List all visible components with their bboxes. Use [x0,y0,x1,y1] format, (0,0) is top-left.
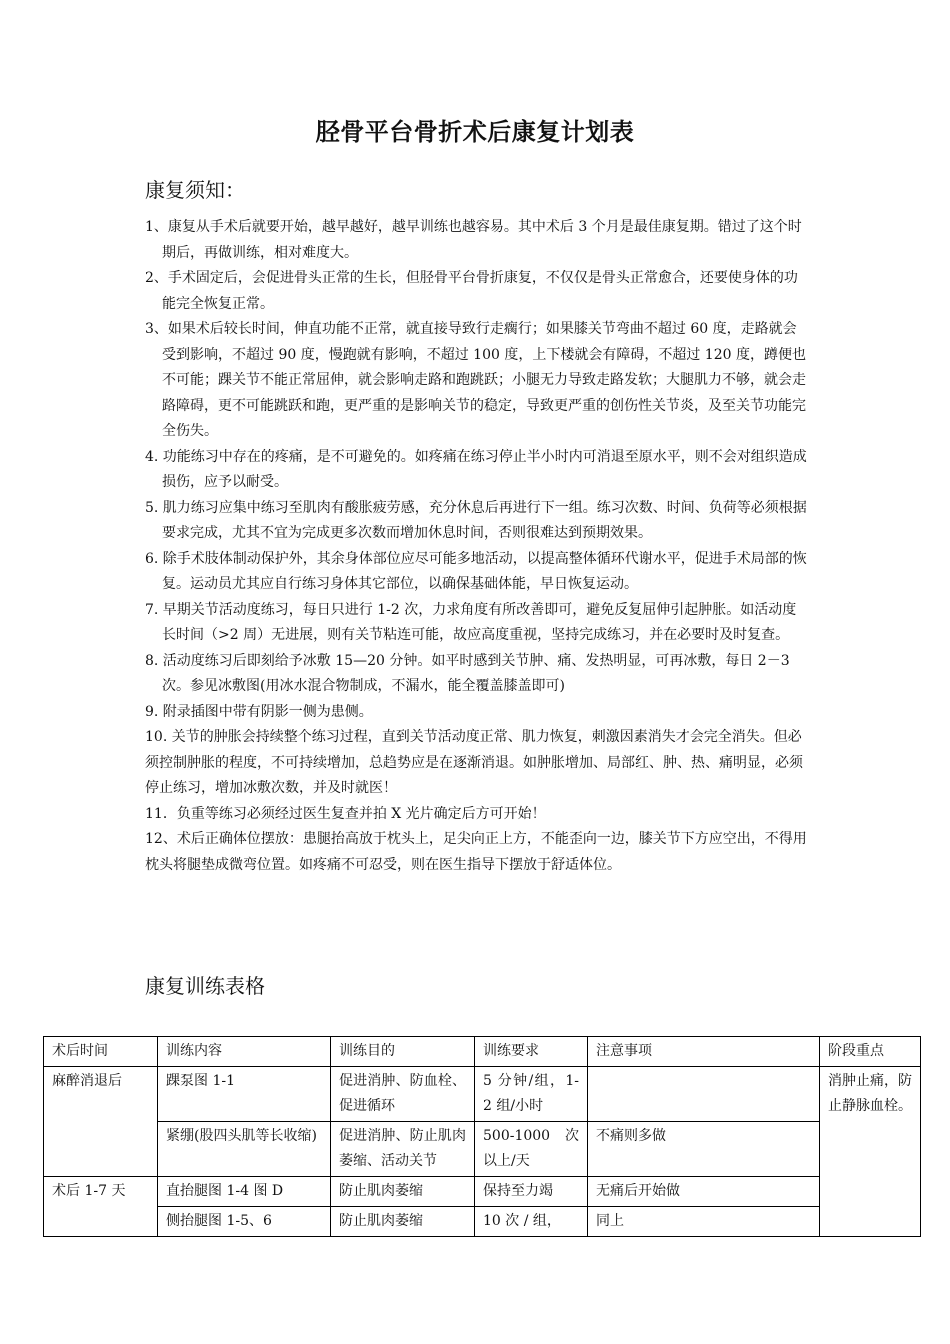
notice-item: 12、术后正确体位摆放：患腿抬高放于枕头上，足尖向正上方，不能歪向一边，膝关节下方应空出，不得用枕头将腿垫成微弯位置。如疼痛不可忍受，则在医生指导下摆放于舒适体位。 [145,831,807,873]
notice-item: 3、如果术后较长时间，伸直功能不正常，就直接导致行走瘸行；如果膝关节弯曲不超过 60 度，走路就会受到影响，不超过 90 度，慢跑就有影响，不超过 100 度，上下楼就会有障碍，不超过 120 度，蹲便也不可能；踝关节不能正常屈伸，就会影响走路和跑跳跃；小腿无力导致走路发软；大腿肌力不够，就会走路障碍，更不可能跳跃和跑，更严重的是影响关节的稳定，导致更严重的创伤性关节炎，及至关节功能完全伤失。 [145,321,806,439]
caution-cell: 不痛则多做 [588,1122,820,1177]
header-cell: 注意事项 [588,1037,820,1067]
purpose-cell: 防止肌肉萎缩 [331,1177,475,1207]
header-cell: 术后时间 [44,1037,158,1067]
table-row [44,1067,921,1122]
table-row [44,1177,921,1207]
notice-item: 5. 肌力练习应集中练习至肌肉有酸胀疲劳感，充分休息后再进行下一组。练习次数、时间、负荷等必须根据要求完成，尤其不宜为完成更多次数而增加休息时间，否则很难达到预期效果。 [145,499,807,541]
notice-item: 10. 关节的肿胀会持续整个练习过程，直到关节活动度正常、肌力恢复，刺激因素消失才会完全消失。但必须控制肿胀的程度，不可持续增加，总趋势应是在逐渐消退。如肿胀增加、局部红、肿、热、痛明显，必须停止练习，增加冰敷次数，并及时就医！ [145,729,803,796]
table-row [44,1122,921,1177]
caution-cell [588,1067,820,1122]
content-cell: 踝泵图 1-1 [158,1067,331,1122]
notice-list [145,215,810,878]
caution-cell: 无痛后开始做 [588,1177,820,1207]
requirement-cell: 保持至力竭 [475,1177,588,1207]
header-cell: 训练要求 [475,1037,588,1067]
notice-item: 7. 早期关节活动度练习，每日只进行 1-2 次，力求角度有所改善即可，避免反复屈伸引起肿胀。如活动度长时间（>2 周）无进展，则有关节粘连可能，故应高度重视，坚持完成练习，并在必要时及时复查。 [145,601,797,643]
focus-cell: 消肿止痛，防止静脉血栓。 [820,1067,921,1237]
requirement-cell: 5 分钟/组，1-2 组/小时 [475,1067,588,1122]
content-cell: 紧绷(股四头肌等长收缩) [158,1122,331,1177]
requirement-cell: 500-1000 次以上/天 [475,1122,588,1177]
time-cell: 麻醉消退后 [44,1067,158,1177]
caution-cell: 同上 [588,1207,820,1237]
document-title: 胫骨平台骨折术后康复计划表 [315,118,635,146]
content-cell: 侧抬腿图 1-5、6 [158,1207,331,1237]
notice-item: 8. 活动度练习后即刻给予冰敷 15—20 分钟。如平时感到关节肿、痛、发热明显，可再冰敷，每日 2－3 次。参见冰敷图(用冰水混合物制成，不漏水，能全覆盖膝盖即可) [145,652,790,694]
header-cell: 训练目的 [331,1037,475,1067]
notice-item: 1、康复从手术后就要开始，越早越好，越早训练也越容易。其中术后 3 个月是最佳康复期。错过了这个时期后，再做训练，相对难度大。 [145,219,802,261]
notice-heading: 康复须知： [145,178,245,202]
requirement-cell: 10 次 / 组， [475,1207,588,1237]
time-cell: 术后 1-7 天 [44,1177,158,1237]
purpose-cell: 促进消肿、防血栓、促进循环 [331,1067,475,1122]
rehab-table [43,1036,921,1237]
table-header-row [44,1037,921,1067]
table-row [44,1207,921,1237]
header-cell: 阶段重点 [820,1037,921,1067]
notice-item: 2、手术固定后，会促进骨头正常的生长，但胫骨平台骨折康复，不仅仅是骨头正常愈合，还要使身体的功能完全恢复正常。 [145,270,798,312]
purpose-cell: 促进消肿、防止肌肉萎缩、活动关节 [331,1122,475,1177]
notice-item: 11．负重等练习必须经过医生复查并拍 X 光片确定后方可开始！ [145,805,546,822]
notice-item: 9. 附录插图中带有阴影一侧为患侧。 [145,703,373,720]
header-cell: 训练内容 [158,1037,331,1067]
table-heading: 康复训练表格 [145,974,265,998]
notice-item: 4. 功能练习中存在的疼痛，是不可避免的。如疼痛在练习停止半小时内可消退至原水平，则不会对组织造成损伤，应予以耐受。 [145,448,807,490]
content-cell: 直抬腿图 1-4 图 D [158,1177,331,1207]
purpose-cell: 防止肌肉萎缩 [331,1207,475,1237]
notice-item: 6. 除手术肢体制动保护外，其余身体部位应尽可能多地活动，以提高整体循环代谢水平，促进手术局部的恢复。运动员尤其应自行练习身体其它部位，以确保基础体能，早日恢复运动。 [145,550,807,592]
